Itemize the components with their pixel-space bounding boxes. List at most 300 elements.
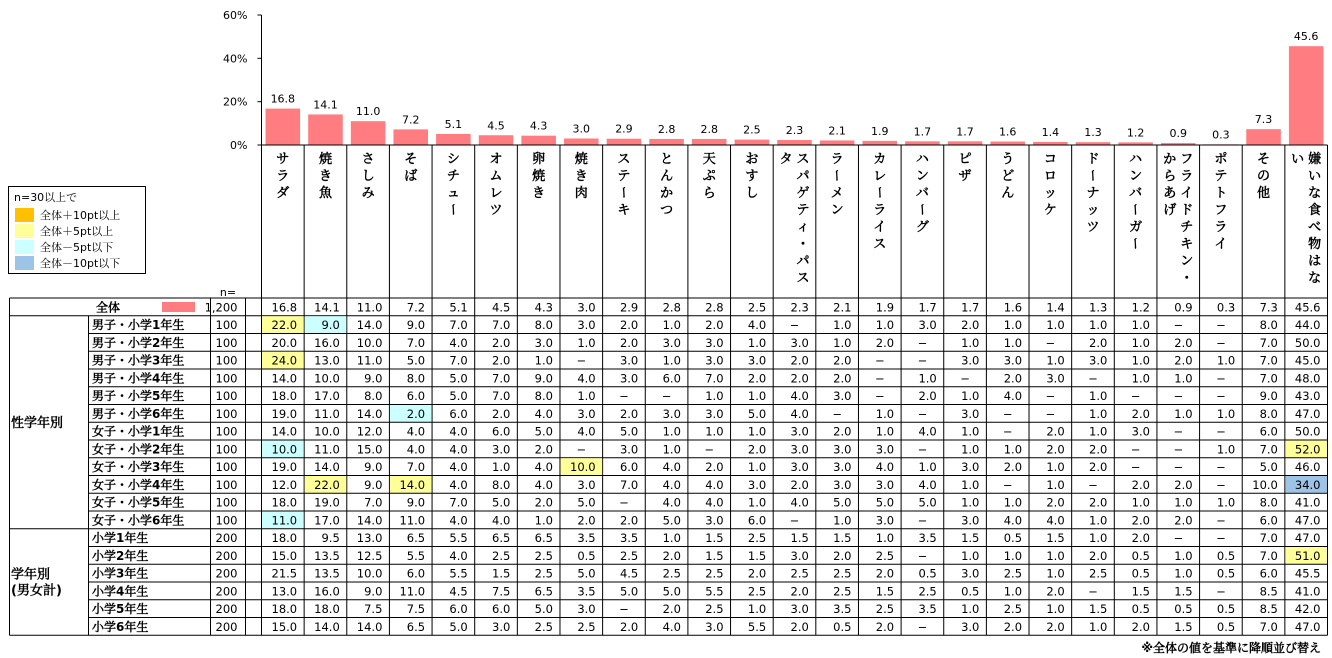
legend-item-label: 全体＋10pt以上 — [40, 209, 121, 222]
category-label-char: ラ — [1180, 169, 1194, 184]
category-label-char: 食 — [1308, 203, 1322, 218]
footnote: ※全体の値を基準に降順並び替え — [1141, 641, 1321, 655]
cell-value: 17.0 — [314, 389, 340, 404]
cell-value: 4.0 — [449, 442, 468, 457]
cell-value: 3.0 — [790, 548, 809, 563]
category-label-char: げ — [1163, 203, 1177, 218]
category-label-char: 物 — [1308, 237, 1322, 252]
bar — [1246, 129, 1281, 145]
row-n-value: 100 — [215, 513, 238, 528]
cell-value: 0.5 — [961, 584, 980, 599]
cell-value: 4.0 — [492, 513, 511, 528]
cell-value: 47.0 — [1294, 531, 1321, 546]
bar-value-label: 2.3 — [785, 124, 804, 138]
cell-value: − — [619, 495, 629, 510]
bar — [479, 135, 514, 145]
cell-value: 3.0 — [833, 460, 852, 475]
cell-value: 47.0 — [1294, 513, 1321, 528]
cell-value: 1.0 — [918, 371, 937, 386]
row-n-value: 100 — [215, 406, 238, 421]
category-label-char: ぷ — [702, 169, 716, 184]
cell-value: 1.0 — [747, 460, 767, 475]
cell-value: − — [1130, 442, 1141, 457]
cell-value: − — [917, 619, 928, 634]
cell-value: 6.5 — [534, 531, 553, 546]
cell-value: 2.5 — [619, 548, 639, 563]
cell-value: 9.0 — [406, 495, 426, 510]
cell-value: 16.8 — [271, 300, 298, 315]
total-row-label: 全体 — [96, 300, 121, 315]
cell-value: − — [1173, 318, 1184, 333]
group-label: (男女計) — [11, 583, 62, 599]
cell-value: − — [1216, 424, 1226, 439]
cell-value: 0.5 — [1131, 566, 1150, 581]
cell-value: 8.0 — [1259, 318, 1278, 333]
cell-value: 2.0 — [1003, 460, 1023, 475]
category-label-char: コ — [1043, 152, 1057, 167]
row-n-value: 100 — [215, 318, 238, 333]
category-label-char: チ — [446, 169, 460, 184]
cell-value: 1.0 — [1174, 566, 1193, 581]
bar — [351, 121, 386, 145]
cell-value: − — [917, 406, 928, 421]
cell-value: 5.5 — [449, 531, 468, 546]
cell-value: 2.5 — [705, 602, 724, 617]
cell-value: 6.0 — [406, 389, 426, 404]
cell-value: 11.0 — [356, 300, 383, 315]
cell-value: − — [1216, 335, 1226, 350]
cell-value: 2.5 — [833, 584, 852, 599]
cell-value: 3.0 — [705, 619, 724, 634]
cell-value: 2.0 — [705, 318, 724, 333]
cell-value: 3.0 — [790, 460, 809, 475]
cell-value: 3.0 — [961, 513, 980, 528]
cell-value: 0.5 — [1216, 619, 1236, 634]
cell-value: 17.0 — [314, 513, 340, 528]
cell-value: 4.0 — [790, 389, 809, 404]
category-label-char: み — [361, 186, 375, 201]
cell-value: 1.0 — [1003, 335, 1023, 350]
bar — [607, 139, 642, 145]
cell-value: − — [1130, 389, 1141, 404]
cell-value: 6.0 — [747, 513, 767, 528]
cell-value: 4.0 — [790, 406, 809, 421]
category-label-char: ダ — [276, 186, 290, 201]
cell-value: 4.0 — [534, 406, 553, 421]
cell-value: 2.0 — [1003, 371, 1023, 386]
category-label-char: つ — [660, 203, 674, 218]
cell-value: 1.0 — [1089, 389, 1108, 404]
cell-value: 1.0 — [875, 531, 895, 546]
cell-value: 2.0 — [492, 406, 511, 421]
cell-value: − — [1130, 460, 1141, 475]
bar-value-label: 2.1 — [828, 124, 846, 138]
cell-value: 50.0 — [1294, 335, 1321, 350]
cell-value: 4.0 — [662, 619, 681, 634]
category-label-char: キ — [617, 203, 631, 218]
category-label-char: 魚 — [318, 186, 332, 201]
legend — [9, 187, 146, 274]
cell-value: 2.0 — [1046, 495, 1065, 510]
category-label-char: ー — [444, 202, 460, 217]
cell-value: 3.0 — [961, 353, 980, 368]
cell-value: 1.0 — [1089, 619, 1108, 634]
category-label-char: ラ — [1214, 220, 1228, 235]
cell-value: 7.0 — [619, 477, 639, 492]
cell-value: 2.0 — [1174, 335, 1193, 350]
cell-value: 12.5 — [356, 548, 383, 563]
cell-value: 2.0 — [492, 353, 511, 368]
cell-value: 8.0 — [492, 477, 511, 492]
row-label: 男子・小学3年生 — [92, 353, 185, 368]
cell-value: 2.0 — [1046, 619, 1065, 634]
cell-value: 5.1 — [449, 300, 468, 315]
cell-value: 2.0 — [790, 584, 809, 599]
cell-value: 3.5 — [918, 602, 937, 617]
cell-value: 7.0 — [492, 389, 511, 404]
legend-swatch — [15, 224, 34, 238]
cell-value: − — [576, 442, 587, 457]
category-label-char: 嫌 — [1308, 152, 1322, 167]
cell-value: 3.0 — [961, 619, 980, 634]
cell-value: − — [1045, 406, 1056, 421]
cell-value: 52.0 — [1294, 442, 1321, 457]
cell-value: 2.0 — [875, 566, 895, 581]
cell-value: 0.9 — [1174, 300, 1193, 315]
cell-value: 1.0 — [1046, 353, 1065, 368]
bar-value-label: 45.6 — [1293, 30, 1319, 44]
cell-value: 3.5 — [619, 531, 639, 546]
category-label-char: サ — [276, 152, 290, 167]
cell-value: − — [1002, 406, 1013, 421]
cell-value: 4.0 — [790, 495, 809, 510]
cell-value: 2.0 — [833, 548, 852, 563]
cell-value: − — [1216, 477, 1226, 492]
cell-value: 2.5 — [705, 566, 724, 581]
category-label-char: メ — [830, 186, 844, 201]
cell-value: 7.3 — [1259, 300, 1278, 315]
cell-value: 6.0 — [662, 371, 681, 386]
cell-value: 3.5 — [577, 531, 596, 546]
cell-value: − — [1173, 389, 1184, 404]
cell-value: 2.0 — [619, 318, 639, 333]
cell-value: 2.0 — [1089, 495, 1108, 510]
cell-value: 16.0 — [314, 584, 340, 599]
cell-value: 7.0 — [492, 371, 511, 386]
cell-value: 0.5 — [577, 548, 596, 563]
cell-value: 4.0 — [534, 460, 553, 475]
cell-value: 6.0 — [449, 406, 468, 421]
bar-value-label: 2.9 — [615, 122, 633, 136]
cell-value: 46.0 — [1294, 460, 1321, 475]
cell-value: 11.0 — [271, 513, 298, 528]
n-header: n= — [219, 286, 237, 299]
cell-value: 6.5 — [406, 619, 426, 634]
category-label-char: 天 — [702, 152, 716, 167]
cell-value: − — [1216, 531, 1226, 546]
row-n-value: 100 — [215, 477, 238, 492]
row-n-value: 100 — [215, 353, 238, 368]
cell-value: 9.0 — [321, 318, 340, 333]
category-label-char: ん — [660, 169, 674, 184]
category-label-char: チ — [1180, 220, 1194, 235]
cell-value: 3.0 — [790, 335, 809, 350]
cell-value: 3.0 — [662, 335, 681, 350]
cell-value: 1.2 — [1131, 300, 1150, 315]
row-label: 小学4年生 — [92, 584, 149, 599]
bar-value-label: 1.2 — [1126, 126, 1145, 140]
cell-value: 12.0 — [271, 477, 298, 492]
cell-value: − — [1216, 513, 1226, 528]
category-label-char: ー — [871, 185, 887, 200]
cell-value: 14.0 — [314, 619, 340, 634]
cell-value: 4.0 — [705, 477, 724, 492]
cell-value: 7.0 — [1259, 548, 1278, 563]
cell-value: 2.0 — [1131, 513, 1150, 528]
category-label-char: し — [361, 169, 375, 184]
cell-value: − — [576, 353, 587, 368]
cell-value: 1.0 — [1174, 371, 1193, 386]
category-label-char: レ — [873, 169, 887, 184]
cell-value: 2.5 — [747, 300, 767, 315]
category-label-char: パ — [796, 254, 810, 269]
legend-item-label: 全体－10pt以下 — [40, 257, 121, 270]
cell-value: 1.5 — [705, 531, 724, 546]
cell-value: 1.0 — [747, 335, 767, 350]
cell-value: 4.0 — [449, 477, 468, 492]
cell-value: 1.0 — [961, 442, 980, 457]
cell-value: 6.5 — [534, 584, 553, 599]
cell-value: 8.0 — [1259, 406, 1278, 421]
cell-value: 4.0 — [449, 335, 468, 350]
cell-value: 3.0 — [747, 477, 767, 492]
cell-value: 8.0 — [534, 318, 553, 333]
row-label: 小学5年生 — [92, 602, 149, 617]
row-n-value: 200 — [215, 619, 238, 634]
cell-value: 43.0 — [1294, 389, 1321, 404]
cell-value: − — [917, 353, 928, 368]
cell-value: 4.5 — [449, 584, 468, 599]
category-label-char: き — [532, 186, 546, 201]
row-n-value: 100 — [215, 389, 238, 404]
cell-value: 2.0 — [492, 335, 511, 350]
bar — [308, 114, 343, 145]
cell-value: 7.0 — [1259, 371, 1278, 386]
cell-value: 2.0 — [1046, 424, 1065, 439]
cell-value: 2.9 — [619, 300, 639, 315]
cell-value: 2.0 — [619, 513, 639, 528]
category-label-char: カ — [873, 152, 887, 167]
category-label-char: き — [574, 169, 588, 184]
cell-value: 1.0 — [1089, 318, 1108, 333]
bar — [863, 141, 898, 145]
cell-value: 1.0 — [875, 318, 895, 333]
cell-value: 50.0 — [1294, 424, 1321, 439]
cell-value: 3.0 — [790, 602, 809, 617]
cell-value: 5.5 — [747, 619, 767, 634]
row-n-value: 200 — [215, 566, 238, 581]
category-label-char: ツ — [489, 203, 503, 218]
row-n-value: 1,200 — [204, 300, 238, 315]
cell-value: 2.0 — [705, 460, 724, 475]
cell-value: 3.0 — [875, 477, 895, 492]
cell-value: 19.0 — [271, 406, 298, 421]
cell-value: 1.0 — [961, 602, 980, 617]
cell-value: 2.5 — [833, 566, 852, 581]
cell-value: 45.0 — [1294, 353, 1321, 368]
cell-value: 15.0 — [271, 619, 298, 634]
cell-value: 48.0 — [1294, 371, 1321, 386]
bar-value-label: 0.9 — [1169, 127, 1188, 141]
cell-value: 2.0 — [1003, 619, 1023, 634]
cell-value: 2.0 — [619, 406, 639, 421]
cell-value: 2.5 — [492, 548, 511, 563]
bar-value-label: 5.1 — [444, 117, 463, 131]
category-label-char: オ — [489, 152, 503, 167]
category-label-char: ッ — [1086, 203, 1100, 218]
cell-value: 12.0 — [356, 424, 383, 439]
cell-value: 5.0 — [534, 424, 553, 439]
cell-value: 5.0 — [577, 495, 596, 510]
cell-value: 10.0 — [356, 566, 383, 581]
cell-value: 3.0 — [790, 424, 809, 439]
category-label-char: バ — [915, 186, 929, 201]
cell-value: 2.0 — [1174, 513, 1193, 528]
row-label: 女子・小学5年生 — [92, 495, 185, 510]
cell-value: 2.5 — [1003, 566, 1023, 581]
cell-value: 2.5 — [1089, 566, 1108, 581]
cell-value: 41.0 — [1294, 495, 1321, 510]
cell-value: 2.0 — [534, 442, 553, 457]
y-tick-label: 60% — [223, 9, 248, 22]
cell-value: 0.5 — [918, 566, 937, 581]
cell-value: 11.0 — [399, 513, 426, 528]
cell-value: 3.0 — [705, 353, 724, 368]
cell-value: 2.0 — [662, 548, 681, 563]
category-label-char: し — [745, 186, 759, 201]
category-label-char: 焼 — [574, 152, 588, 167]
cell-value: 1.5 — [1046, 531, 1065, 546]
cell-value: 13.0 — [271, 584, 298, 599]
cell-value: − — [917, 548, 928, 563]
cell-value: − — [1216, 371, 1226, 386]
cell-value: 1.0 — [961, 495, 980, 510]
total-bar-swatch — [162, 302, 195, 312]
cell-value: 10.0 — [271, 442, 298, 457]
bar — [905, 141, 940, 145]
cell-value: 5.0 — [1259, 460, 1278, 475]
cell-value: 1.5 — [1174, 619, 1193, 634]
cell-value: 1.0 — [1003, 548, 1023, 563]
cell-value: − — [1173, 424, 1184, 439]
cell-value: 3.0 — [492, 442, 511, 457]
cell-value: 5.0 — [619, 424, 639, 439]
cell-value: 3.0 — [961, 406, 980, 421]
cell-value: 9.0 — [406, 318, 426, 333]
cell-value: 14.1 — [314, 300, 340, 315]
cell-value: 6.5 — [406, 531, 426, 546]
cell-value: 1.0 — [1046, 548, 1065, 563]
cell-value: 1.0 — [705, 389, 724, 404]
cell-value: 1.3 — [1089, 300, 1108, 315]
category-label-char: う — [1001, 152, 1015, 167]
cell-value: 1.0 — [1046, 318, 1065, 333]
cell-value: 7.0 — [1259, 619, 1278, 634]
cell-value: 11.0 — [314, 442, 340, 457]
cell-value: 1.0 — [1174, 495, 1193, 510]
cell-value: − — [874, 389, 885, 404]
data-table — [10, 145, 1328, 635]
cell-value: 6.0 — [1259, 424, 1278, 439]
cell-value: 3.0 — [619, 371, 639, 386]
cell-value: 0.5 — [1131, 602, 1150, 617]
cell-value: 2.0 — [1046, 584, 1065, 599]
y-tick-label: 20% — [223, 95, 248, 109]
cell-value: 5.0 — [406, 353, 426, 368]
category-label-char: ィ — [796, 220, 810, 235]
cell-value: 0.5 — [1174, 602, 1193, 617]
cell-value: 4.0 — [1003, 389, 1023, 404]
category-label-char: グ — [915, 220, 929, 235]
cell-value: 3.0 — [619, 442, 639, 457]
cell-value: 2.0 — [747, 371, 767, 386]
bar-value-label: 2.8 — [700, 122, 718, 136]
bar-value-label: 1.4 — [1041, 125, 1060, 139]
bar — [692, 139, 727, 145]
category-label-char: ・ — [1180, 271, 1194, 286]
cell-value: − — [619, 389, 629, 404]
cell-value: 5.0 — [918, 495, 937, 510]
cell-value: 15.0 — [271, 548, 298, 563]
cell-value: 6.0 — [619, 460, 639, 475]
category-label-char: ら — [702, 186, 716, 201]
cell-value: 8.5 — [1259, 584, 1278, 599]
cell-value: 2.1 — [833, 300, 852, 315]
cell-value: 4.0 — [406, 424, 426, 439]
cell-value: 3.0 — [705, 406, 724, 421]
category-label-char: あ — [1163, 186, 1177, 201]
cell-value: − — [960, 371, 970, 386]
cell-value: 4.0 — [577, 424, 596, 439]
cell-value: 7.0 — [1259, 335, 1278, 350]
cell-value: 5.0 — [619, 584, 639, 599]
category-label-char: ハ — [1129, 152, 1143, 167]
cell-value: 3.0 — [662, 406, 681, 421]
cell-value: − — [1216, 318, 1226, 333]
category-label-char: ス — [873, 237, 887, 252]
category-label-char: そ — [1257, 152, 1271, 167]
cell-value: 4.0 — [577, 371, 596, 386]
cell-value: − — [789, 318, 800, 333]
cell-value: 1.0 — [1174, 548, 1193, 563]
cell-value: 2.0 — [1174, 477, 1193, 492]
category-label-char: ケ — [1043, 203, 1057, 218]
cell-value: 2.0 — [1046, 442, 1065, 457]
cell-value: 2.0 — [577, 513, 596, 528]
cell-value: 0.5 — [833, 619, 852, 634]
cell-value: 18.0 — [271, 495, 298, 510]
cell-value: 11.0 — [314, 406, 340, 421]
cell-value: 2.0 — [918, 389, 937, 404]
cell-value: 14.0 — [271, 424, 298, 439]
row-label: 女子・小学1年生 — [92, 424, 185, 439]
cell-value: 1.4 — [1046, 300, 1065, 315]
cell-value: 7.2 — [406, 300, 426, 315]
row-label: 男子・小学4年生 — [92, 371, 185, 386]
bar-value-label: 1.3 — [1084, 126, 1102, 140]
cell-value: 2.0 — [1174, 353, 1193, 368]
cell-value: 1.6 — [1003, 300, 1023, 315]
